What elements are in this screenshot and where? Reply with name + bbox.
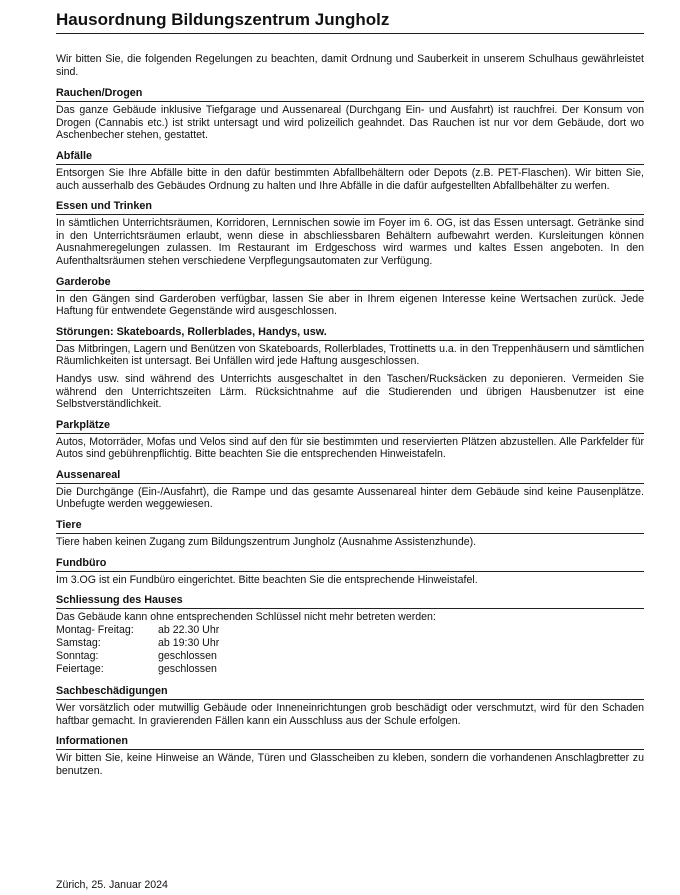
section-text: Wer vorsätzlich oder mutwillig Gebäude oder Inneneinrichtungen grob beschädigt oder verschmutzt, wird für den Schaden haftbar gemacht. In gravierenden Fällen kann ein Ausschluss aus der Schule erfolgen. (56, 702, 644, 727)
section-cloakroom (56, 276, 644, 318)
section-heading: Aussenareal (56, 469, 644, 484)
section-text: Das ganze Gebäude inklusive Tiefgarage und Aussenareal (Durchgang Ein- und Ausfahrt) ist rauchfrei. Der Konsum von Drogen (Cannabis etc.) ist strikt untersagt und wird polizeilich geahndet. Das Rauchen ist nur vor dem Gebäude, dort wo Aschenbecher stehen, gestattet. (56, 104, 644, 142)
closing-schedule (56, 611, 644, 676)
closing-text: Das Gebäude kann ohne entsprechenden Schlüssel nicht mehr betreten werden: (56, 611, 436, 624)
schedule-row (56, 637, 644, 650)
section-heading: Sachbeschädigungen (56, 685, 644, 700)
section-text: Tiere haben keinen Zugang zum Bildungszentrum Jungholz (Ausnahme Assistenzhunde). (56, 536, 477, 549)
section-heading: Fundbüro (56, 557, 644, 572)
schedule-day: Montag- Freitag: (56, 624, 134, 637)
document-body (56, 53, 644, 786)
section-heading: Rauchen/Drogen (56, 87, 644, 102)
schedule-day: Samstag: (56, 637, 101, 650)
schedule-time: geschlossen (158, 650, 217, 663)
section-food (56, 200, 644, 267)
section-heading: Garderobe (56, 276, 644, 291)
schedule-day: Sonntag: (56, 650, 99, 663)
document-title: Hausordnung Bildungszentrum Jungholz (56, 10, 644, 34)
section-heading: Störungen: Skateboards, Rollerblades, Handys, usw. (56, 326, 644, 341)
schedule-day: Feiertage: (56, 663, 104, 676)
section-heading: Informationen (56, 735, 644, 750)
section-text: Handys usw. sind während des Unterrichts ausgeschaltet in den Taschen/Rucksäcken zu deponieren. Vermeiden Sie während den Unterrichtszeiten Lärm. Rücksichtnahme auf die Studierenden und übrigen Hausbenutzer ist eine Selbstverständlichkeit. (56, 372, 644, 411)
section-text: In den Gängen sind Garderoben verfügbar, lassen Sie aber in Ihrem eigenen Interesse keine Wertsachen zurück. Jede Haftung für entwendete Gegenstände wird ausgeschlossen. (56, 292, 644, 318)
section-text: In sämtlichen Unterrichtsräumen, Korridoren, Lernnischen sowie im Foyer im 6. OG, ist das Essen untersagt. Getränke sind in den Unterrichtsräumen erlaubt, wenn diese in abschliessbaren Behältern aufbewahrt werden. Kursleitungen können Ausnahmeregelungen zulassen. Im Restaurant im Erdgeschoss wird warmes und kaltes Essen angeboten. In den Aufenthaltsräumen stehen verschiedene Verpflegungsautomaten zur Verfügung. (56, 217, 644, 267)
section-parking (56, 419, 644, 461)
section-text: Im 3.OG ist ein Fundbüro eingerichtet. Bitte beachten Sie die entsprechende Hinweistafel. (56, 573, 478, 586)
section-smoking (56, 87, 644, 142)
section-text: Die Durchgänge (Ein-/Ausfahrt), die Rampe und das gesamte Aussenareal hinter dem Gebäude sind keine Pausenplätze. Unbefugte werden weggewiesen. (56, 485, 644, 511)
schedule-row (56, 663, 644, 676)
section-heading: Essen und Trinken (56, 200, 644, 215)
section-disturbances (56, 326, 644, 411)
section-heading: Abfälle (56, 150, 644, 165)
section-damage (56, 685, 644, 727)
section-lost-and-found (56, 557, 644, 587)
section-text: Das Mitbringen, Lagern und Benützen von Skateboards, Rollerblades, Trottinetts u.a. in den Treppenhäusern und sämtlichen Räumlichkeiten ist untersagt. Bei Unfällen wird jede Haftung ausgeschlossen. (56, 342, 644, 368)
document-date: Zürich, 25. Januar 2024 (56, 879, 168, 891)
section-text: Entsorgen Sie Ihre Abfälle bitte in den dafür bestimmten Abfallbehältern oder Depots (z.B. PET-Flaschen). Wir bitten Sie, auch ausserhalb des Gebäudes Ordnung zu halten und Ihre Abfälle in die dafür aufgestellten Abfallbehälter zu werfen. (56, 166, 644, 192)
section-information (56, 735, 644, 777)
section-outdoor-area (56, 469, 644, 511)
schedule-row (56, 650, 644, 663)
section-text: Autos, Motorräder, Mofas und Velos sind auf den für sie bestimmten und reservierten Plätzen abzustellen. Alle Parkfelder für Autos sind gebührenpflichtig. Bitte beachten Sie die entsprechenden Hinweistafeln. (56, 435, 644, 461)
section-animals (56, 519, 644, 549)
section-closing-hours (56, 594, 644, 676)
section-heading: Parkplätze (56, 419, 644, 434)
schedule-time: geschlossen (158, 663, 217, 676)
section-text: Wir bitten Sie, keine Hinweise an Wände, Türen und Glasscheiben zu kleben, sondern die vorhandenen Anschlagbretter zu benutzen. (56, 752, 644, 778)
schedule-row (56, 624, 644, 637)
section-waste (56, 150, 644, 192)
schedule-time: ab 19:30 Uhr (158, 637, 220, 650)
section-heading: Schliessung des Hauses (56, 594, 644, 609)
schedule-time: ab 22.30 Uhr (158, 624, 220, 637)
intro-paragraph: Wir bitten Sie, die folgenden Regelungen zu beachten, damit Ordnung und Sauberkeit in unserem Schulhaus gewährleistet sind. (56, 53, 644, 78)
section-heading: Tiere (56, 519, 644, 534)
